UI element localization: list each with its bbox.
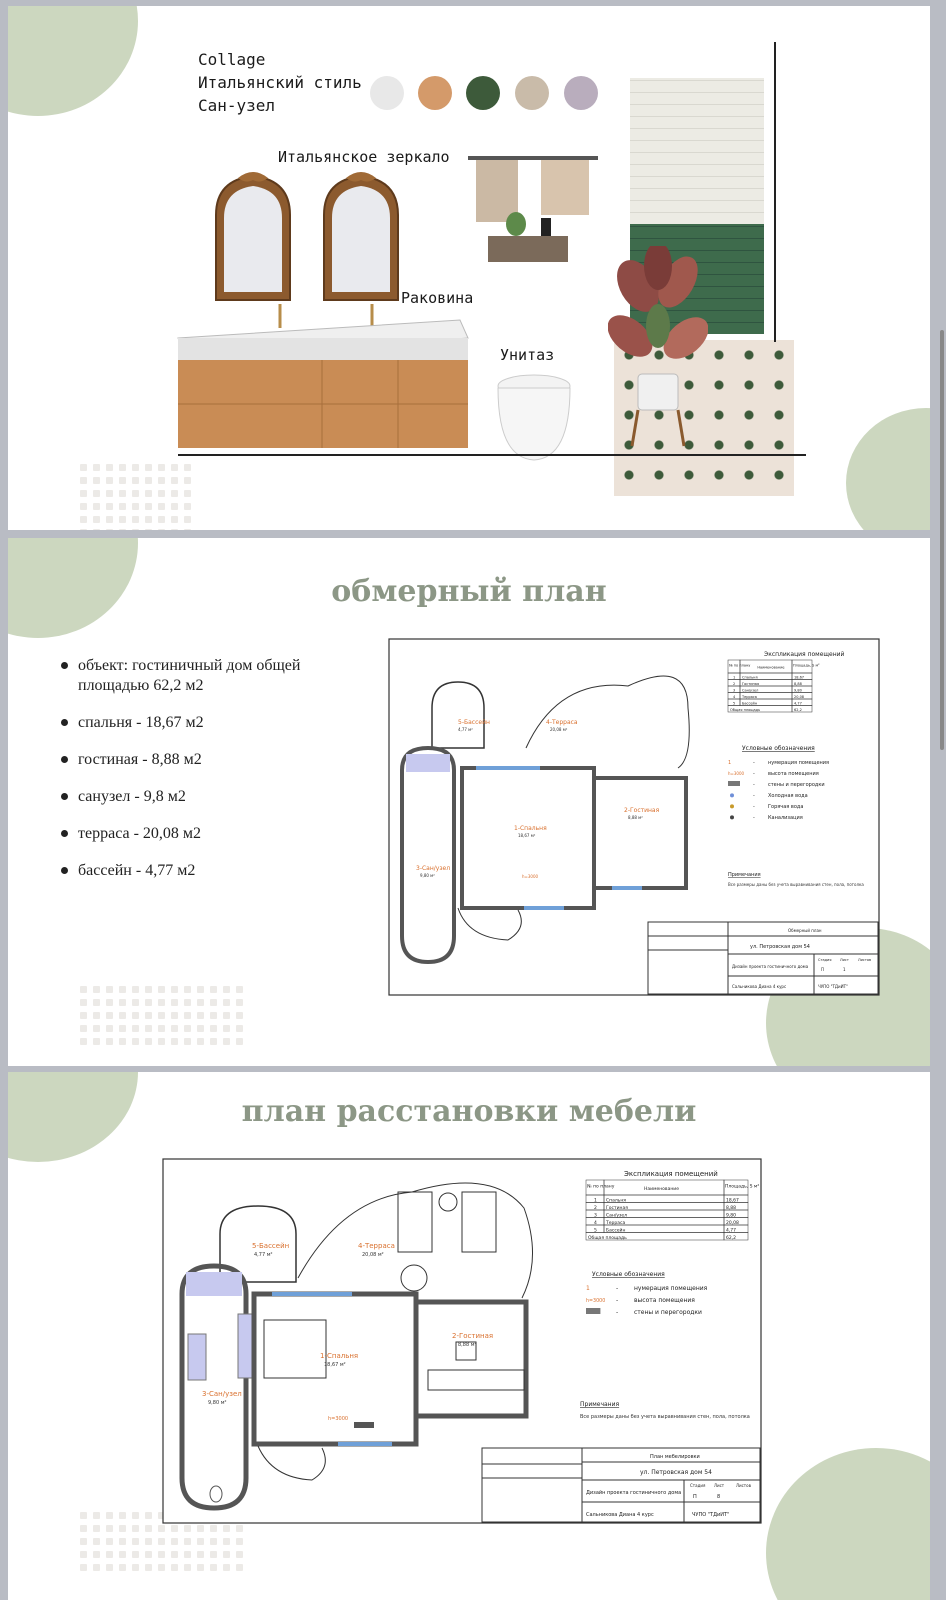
- legend-label: стены и перегородки: [768, 782, 825, 788]
- toilet-image: [494, 372, 574, 464]
- legend-mark: h=3000: [728, 771, 745, 776]
- table-cell-area: 18,67: [794, 675, 805, 680]
- palette-swatch: [418, 76, 452, 110]
- area-item: терраса - 20,08 м2: [58, 824, 348, 844]
- notes-text: Все размеры даны без учета выравнивания стен, пола, потолка: [580, 1414, 750, 1420]
- legend-mark: 1: [728, 760, 732, 766]
- legend-label: высота помещения: [634, 1297, 695, 1304]
- table-cell-num: 2: [733, 682, 736, 686]
- decor-blob: [766, 1448, 930, 1600]
- room-area: 18,67 м²: [518, 833, 536, 838]
- room-area: 8,88 м²: [628, 815, 643, 820]
- table-cell-num: 3: [733, 688, 736, 693]
- furniture-plan-drawing: [162, 1158, 762, 1524]
- table-cell-name: Сан/узел: [742, 688, 759, 693]
- height-mark: h=3000: [522, 874, 539, 879]
- table-cell-num: 3: [594, 1213, 597, 1219]
- plant-image: [608, 246, 708, 456]
- table-cell-area: 4,77: [794, 701, 802, 706]
- table-cell-area: 20,08: [726, 1221, 739, 1226]
- stamp-project: Дизайн проекта гостиничного дома: [732, 964, 809, 969]
- table-header: Наименование: [644, 1186, 679, 1192]
- stamp-org: ЧУПО "ТДиИТ": [818, 984, 848, 989]
- stamp-address: ул. Петровская дом 54: [640, 1469, 712, 1476]
- vanity-image: [176, 298, 471, 453]
- explication-title: Экспликация помещений: [624, 1170, 718, 1178]
- room-area: 20,08 м²: [550, 727, 568, 732]
- palette-swatch: [564, 76, 598, 110]
- table-total-label: Общая площадь: [730, 708, 761, 712]
- stamp-sheet-value: 8: [717, 1494, 721, 1500]
- floor-line: [178, 454, 806, 456]
- stamp-address: ул. Петровская дом 54: [750, 944, 810, 950]
- room-label: 3-Сан/узел: [202, 1390, 242, 1398]
- towels-image: [466, 152, 601, 270]
- legend-label: нумерация помещения: [768, 760, 830, 766]
- legend-dash: -: [616, 1309, 619, 1316]
- stamp-stage: Стадия: [690, 1483, 706, 1488]
- legend-mark: 1: [586, 1285, 590, 1292]
- stamp-title: План мебелировки: [650, 1454, 700, 1460]
- legend-label: нумерация помещения: [634, 1285, 708, 1292]
- table-total-label: Общая площадь: [588, 1236, 627, 1241]
- legend-mark: h=3000: [586, 1299, 606, 1304]
- area-item: спальня - 18,67 м2: [58, 713, 348, 733]
- legend-dash: -: [753, 793, 755, 799]
- collage-title-line1: Collage: [198, 50, 266, 69]
- table-header: Площадь, S м²: [725, 1184, 760, 1190]
- room-label: 1-Спальня: [320, 1352, 359, 1360]
- table-cell-name: Сан/узел: [606, 1213, 628, 1219]
- legend-dash: -: [753, 760, 755, 766]
- room-area: 9,80 м²: [208, 1400, 227, 1406]
- legend-title: Условные обозначения: [742, 745, 815, 752]
- stamp-title: Обмерный план: [788, 928, 822, 933]
- measure-plan-drawing: [388, 638, 880, 996]
- collage-title-line3: Сан-узел: [198, 96, 276, 115]
- legend-dash: -: [616, 1297, 619, 1304]
- legend-dash: -: [616, 1285, 619, 1292]
- label-toilet: Унитаз: [500, 346, 555, 364]
- stamp-author: Сальникова Диана 4 курс: [732, 984, 787, 989]
- room-label: 2-Гостиная: [452, 1332, 494, 1340]
- slide-furniture-plan: [8, 1072, 930, 1600]
- notes-title: Примечания: [580, 1401, 620, 1408]
- stamp-stage-value: П: [821, 967, 825, 972]
- table-cell-name: Гостиная: [606, 1206, 628, 1211]
- room-area: 20,08 м²: [362, 1252, 384, 1258]
- legend-dash: -: [753, 815, 755, 821]
- table-cell-name: Спальня: [606, 1198, 627, 1204]
- pipe-mark: [730, 804, 734, 808]
- pipe-mark: [730, 815, 734, 819]
- mirrors-image: [208, 170, 408, 305]
- legend-label: Горячая вода: [768, 804, 804, 810]
- stamp-sheet: Лист: [714, 1483, 725, 1488]
- table-cell-area: 4,77: [726, 1228, 737, 1234]
- label-mirror: Итальянское зеркало: [278, 148, 450, 166]
- stamp-sheet-value: 1: [843, 967, 846, 972]
- notes-text: Все размеры даны без учета выравнивания стен, пола, потолка: [728, 882, 864, 887]
- furniture-plan-title: план расстановки мебели: [241, 1094, 697, 1129]
- area-item: бассейн - 4,77 м2: [58, 861, 348, 881]
- table-header: № по плану: [729, 663, 751, 668]
- notes-title: Примечания: [728, 872, 761, 878]
- stamp-org: ЧУПО "ТДиИТ": [692, 1512, 730, 1518]
- palette-swatch: [370, 76, 404, 110]
- legend-dash: -: [753, 771, 755, 777]
- room-area: 4,77 м²: [254, 1252, 273, 1258]
- table-cell-name: Терраса: [742, 695, 757, 699]
- room-area: 18,67 м²: [324, 1362, 346, 1368]
- legend-label: высота помещения: [768, 771, 819, 777]
- divider-line: [774, 42, 776, 342]
- stamp-stage: Стадия: [818, 958, 832, 962]
- area-item: гостиная - 8,88 м2: [58, 750, 348, 770]
- palette-swatch: [515, 76, 549, 110]
- area-item: санузел - 9,8 м2: [58, 787, 348, 807]
- area-item: объект: гостиничный дом общей площадью 62,2 м2: [58, 656, 348, 696]
- table-cell-area: 20,08: [794, 695, 805, 699]
- table-cell-name: Гостиная: [742, 682, 760, 686]
- label-sink: Раковина: [401, 289, 474, 307]
- table-cell-area: 18,67: [726, 1198, 739, 1204]
- room-label: 2-Гостиная: [624, 807, 660, 814]
- table-total-value: 62,2: [726, 1236, 737, 1241]
- stamp-sheets: Листов: [858, 958, 872, 962]
- table-cell-num: 1: [733, 675, 736, 680]
- pipe-mark: [730, 793, 734, 797]
- stamp-sheet: Лист: [840, 958, 849, 962]
- explication-title: Экспликация помещений: [764, 651, 845, 658]
- palette-swatch: [466, 76, 500, 110]
- stamp-stage-value: П: [693, 1494, 697, 1500]
- table-cell-num: 2: [594, 1206, 597, 1211]
- legend-label: стены и перегородки: [634, 1309, 702, 1316]
- table-total-value: 62,2: [794, 708, 802, 712]
- room-label: 5-Бассейн: [252, 1242, 290, 1250]
- decor-dots: [80, 464, 191, 530]
- stamp-project: Дизайн проекта гостиничного дома: [586, 1490, 682, 1496]
- table-cell-name: Бассейн: [742, 701, 758, 706]
- room-label: 3-Сан/узел: [416, 865, 451, 872]
- decor-blob: [8, 6, 138, 116]
- legend-title: Условные обозначения: [592, 1271, 665, 1278]
- table-cell-area: 8,88: [726, 1206, 737, 1211]
- wall-mark: [728, 781, 740, 786]
- wall-mark: [586, 1308, 600, 1314]
- legend-dash: -: [753, 804, 755, 810]
- room-label: 4-Терраса: [546, 719, 578, 726]
- table-cell-name: Спальня: [742, 675, 758, 680]
- collage-title-line2: Итальянский стиль: [198, 73, 362, 92]
- room-area: 4,77 м²: [458, 727, 473, 732]
- legend-label: Канализация: [768, 815, 803, 821]
- table-cell-area: 9,80: [794, 688, 802, 693]
- legend-label: Холодная вода: [768, 793, 808, 799]
- stamp-sheets: Листов: [736, 1483, 751, 1488]
- table-cell-num: 4: [733, 695, 736, 699]
- table-cell-num: 4: [594, 1221, 597, 1226]
- room-area: 9,80 м²: [420, 873, 435, 878]
- white-tiles: [630, 78, 764, 224]
- area-list: [58, 656, 348, 898]
- table-header: Площадь, S м²: [793, 663, 820, 668]
- height-mark: h=3000: [328, 1416, 349, 1422]
- table-cell-num: 1: [594, 1198, 597, 1204]
- legend-dash: -: [753, 782, 755, 788]
- table-cell-num: 5: [733, 701, 736, 706]
- table-cell-area: 8,88: [794, 682, 802, 686]
- table-cell-name: Терраса: [606, 1221, 626, 1226]
- measure-plan-title: обмерный план: [331, 574, 607, 609]
- room-label: 4-Терраса: [358, 1242, 395, 1250]
- room-area: 8,88 м²: [458, 1342, 477, 1348]
- table-cell-area: 9,80: [726, 1213, 737, 1219]
- decor-dots: [80, 986, 243, 1045]
- table-cell-num: 5: [594, 1228, 597, 1234]
- decor-blob: [846, 408, 930, 530]
- table-header: Наименование: [757, 665, 785, 670]
- slide-collage: [8, 6, 930, 530]
- scrollbar[interactable]: [940, 330, 944, 750]
- room-label: 5-Бассейн: [458, 719, 490, 726]
- table-cell-name: Бассейн: [606, 1228, 626, 1234]
- collage-title: [198, 48, 362, 117]
- slide-measure-plan: [8, 538, 930, 1066]
- room-label: 1-Спальня: [514, 825, 547, 832]
- stamp-author: Сальникова Диана 4 курс: [586, 1512, 654, 1518]
- table-header: № по плану: [587, 1184, 615, 1190]
